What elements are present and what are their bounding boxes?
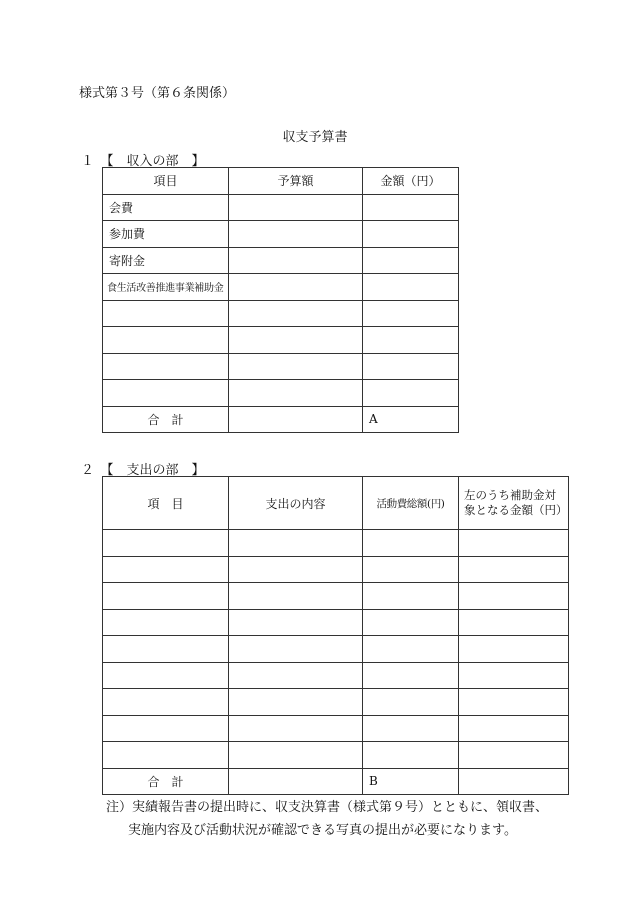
expense-row bbox=[103, 662, 569, 689]
expense-total-subsidy-cell[interactable] bbox=[459, 768, 569, 795]
expense-row bbox=[103, 556, 569, 583]
income-total-row bbox=[103, 406, 459, 433]
expense-total-cell[interactable] bbox=[363, 530, 459, 557]
expense-item-cell[interactable] bbox=[103, 715, 229, 742]
expense-header-total: 活動費総額(円) bbox=[363, 477, 459, 530]
expense-content-cell[interactable] bbox=[229, 556, 363, 583]
income-budget-cell[interactable] bbox=[229, 380, 363, 407]
income-row bbox=[103, 327, 459, 354]
income-item-cell[interactable] bbox=[103, 380, 229, 407]
expense-row bbox=[103, 530, 569, 557]
expense-header-content: 支出の内容 bbox=[229, 477, 363, 530]
expense-item-cell[interactable] bbox=[103, 609, 229, 636]
income-header-item: 項目 bbox=[103, 168, 229, 195]
expense-total-marker: B bbox=[363, 768, 459, 795]
income-budget-cell[interactable] bbox=[229, 327, 363, 354]
expense-header-row bbox=[103, 477, 569, 530]
note-line-1: 注）実績報告書の提出時に、収支決算書（様式第９号）とともに、領収書、 bbox=[106, 800, 549, 815]
expense-subsidy-cell[interactable] bbox=[459, 662, 569, 689]
income-amount-cell[interactable] bbox=[363, 380, 459, 407]
income-table bbox=[102, 167, 459, 433]
expense-subsidy-cell[interactable] bbox=[459, 556, 569, 583]
income-item-cell[interactable] bbox=[103, 353, 229, 380]
income-section-heading: １ 【 収入の部 】 bbox=[81, 154, 205, 169]
expense-total-cell[interactable] bbox=[363, 636, 459, 663]
expense-total-cell[interactable] bbox=[363, 556, 459, 583]
expense-section-heading: ２ 【 支出の部 】 bbox=[81, 463, 205, 478]
expense-row bbox=[103, 742, 569, 769]
income-row bbox=[103, 380, 459, 407]
expense-content-cell[interactable] bbox=[229, 715, 363, 742]
income-item-cell[interactable] bbox=[103, 300, 229, 327]
income-header-amount: 金額（円） bbox=[363, 168, 459, 195]
income-total-budget-cell[interactable] bbox=[229, 406, 363, 433]
expense-table bbox=[102, 476, 569, 795]
income-budget-cell[interactable] bbox=[229, 274, 363, 301]
income-budget-cell[interactable] bbox=[229, 300, 363, 327]
expense-subsidy-cell[interactable] bbox=[459, 742, 569, 769]
expense-total-cell[interactable] bbox=[363, 662, 459, 689]
expense-total-row bbox=[103, 768, 569, 795]
expense-item-cell[interactable] bbox=[103, 583, 229, 610]
income-row bbox=[103, 274, 459, 301]
expense-subsidy-cell[interactable] bbox=[459, 583, 569, 610]
income-item-cell: 会費 bbox=[103, 194, 229, 221]
expense-row bbox=[103, 583, 569, 610]
income-budget-cell[interactable] bbox=[229, 221, 363, 248]
expense-subsidy-cell[interactable] bbox=[459, 636, 569, 663]
income-amount-cell[interactable] bbox=[363, 221, 459, 248]
expense-row bbox=[103, 689, 569, 716]
expense-row bbox=[103, 636, 569, 663]
income-item-cell: 参加費 bbox=[103, 221, 229, 248]
expense-content-cell[interactable] bbox=[229, 689, 363, 716]
income-budget-cell[interactable] bbox=[229, 247, 363, 274]
expense-subsidy-cell[interactable] bbox=[459, 689, 569, 716]
expense-row bbox=[103, 609, 569, 636]
income-row bbox=[103, 194, 459, 221]
income-amount-cell[interactable] bbox=[363, 247, 459, 274]
income-row bbox=[103, 247, 459, 274]
expense-item-cell[interactable] bbox=[103, 636, 229, 663]
income-row bbox=[103, 221, 459, 248]
expense-subsidy-cell[interactable] bbox=[459, 609, 569, 636]
form-number: 様式第３号（第６条関係） bbox=[79, 86, 236, 101]
expense-header-item: 項 目 bbox=[103, 477, 229, 530]
income-item-cell: 食生活改善推進事業補助金 bbox=[103, 274, 229, 301]
income-amount-cell[interactable] bbox=[363, 194, 459, 221]
expense-content-cell[interactable] bbox=[229, 742, 363, 769]
income-budget-cell[interactable] bbox=[229, 353, 363, 380]
income-total-marker: A bbox=[363, 406, 459, 433]
income-header-budget: 予算額 bbox=[229, 168, 363, 195]
expense-item-cell[interactable] bbox=[103, 742, 229, 769]
income-amount-cell[interactable] bbox=[363, 327, 459, 354]
income-header-row bbox=[103, 168, 459, 195]
expense-total-cell[interactable] bbox=[363, 583, 459, 610]
expense-item-cell[interactable] bbox=[103, 530, 229, 557]
expense-content-cell[interactable] bbox=[229, 636, 363, 663]
expense-row bbox=[103, 715, 569, 742]
document-title: 収支予算書 bbox=[282, 130, 348, 145]
expense-item-cell[interactable] bbox=[103, 556, 229, 583]
income-row bbox=[103, 300, 459, 327]
income-amount-cell[interactable] bbox=[363, 300, 459, 327]
expense-total-cell[interactable] bbox=[363, 609, 459, 636]
note bbox=[106, 796, 586, 842]
expense-total-cell[interactable] bbox=[363, 689, 459, 716]
expense-total-cell[interactable] bbox=[363, 742, 459, 769]
expense-content-cell[interactable] bbox=[229, 662, 363, 689]
income-amount-cell[interactable] bbox=[363, 274, 459, 301]
income-item-cell: 寄附金 bbox=[103, 247, 229, 274]
expense-total-cell[interactable] bbox=[363, 715, 459, 742]
expense-content-cell[interactable] bbox=[229, 609, 363, 636]
expense-subsidy-cell[interactable] bbox=[459, 530, 569, 557]
expense-content-cell[interactable] bbox=[229, 583, 363, 610]
expense-total-content-cell[interactable] bbox=[229, 768, 363, 795]
income-item-cell[interactable] bbox=[103, 327, 229, 354]
income-row bbox=[103, 353, 459, 380]
expense-header-subsidy: 左のうち補助金対象となる金額（円） bbox=[459, 477, 569, 530]
expense-item-cell[interactable] bbox=[103, 662, 229, 689]
income-amount-cell[interactable] bbox=[363, 353, 459, 380]
income-total-label: 合 計 bbox=[103, 406, 229, 433]
expense-item-cell[interactable] bbox=[103, 689, 229, 716]
expense-subsidy-cell[interactable] bbox=[459, 715, 569, 742]
note-line-2: 実施内容及び活動状況が確認できる写真の提出が必要になります。 bbox=[128, 823, 517, 838]
expense-total-label: 合 計 bbox=[103, 768, 229, 795]
expense-content-cell[interactable] bbox=[229, 530, 363, 557]
income-budget-cell[interactable] bbox=[229, 194, 363, 221]
